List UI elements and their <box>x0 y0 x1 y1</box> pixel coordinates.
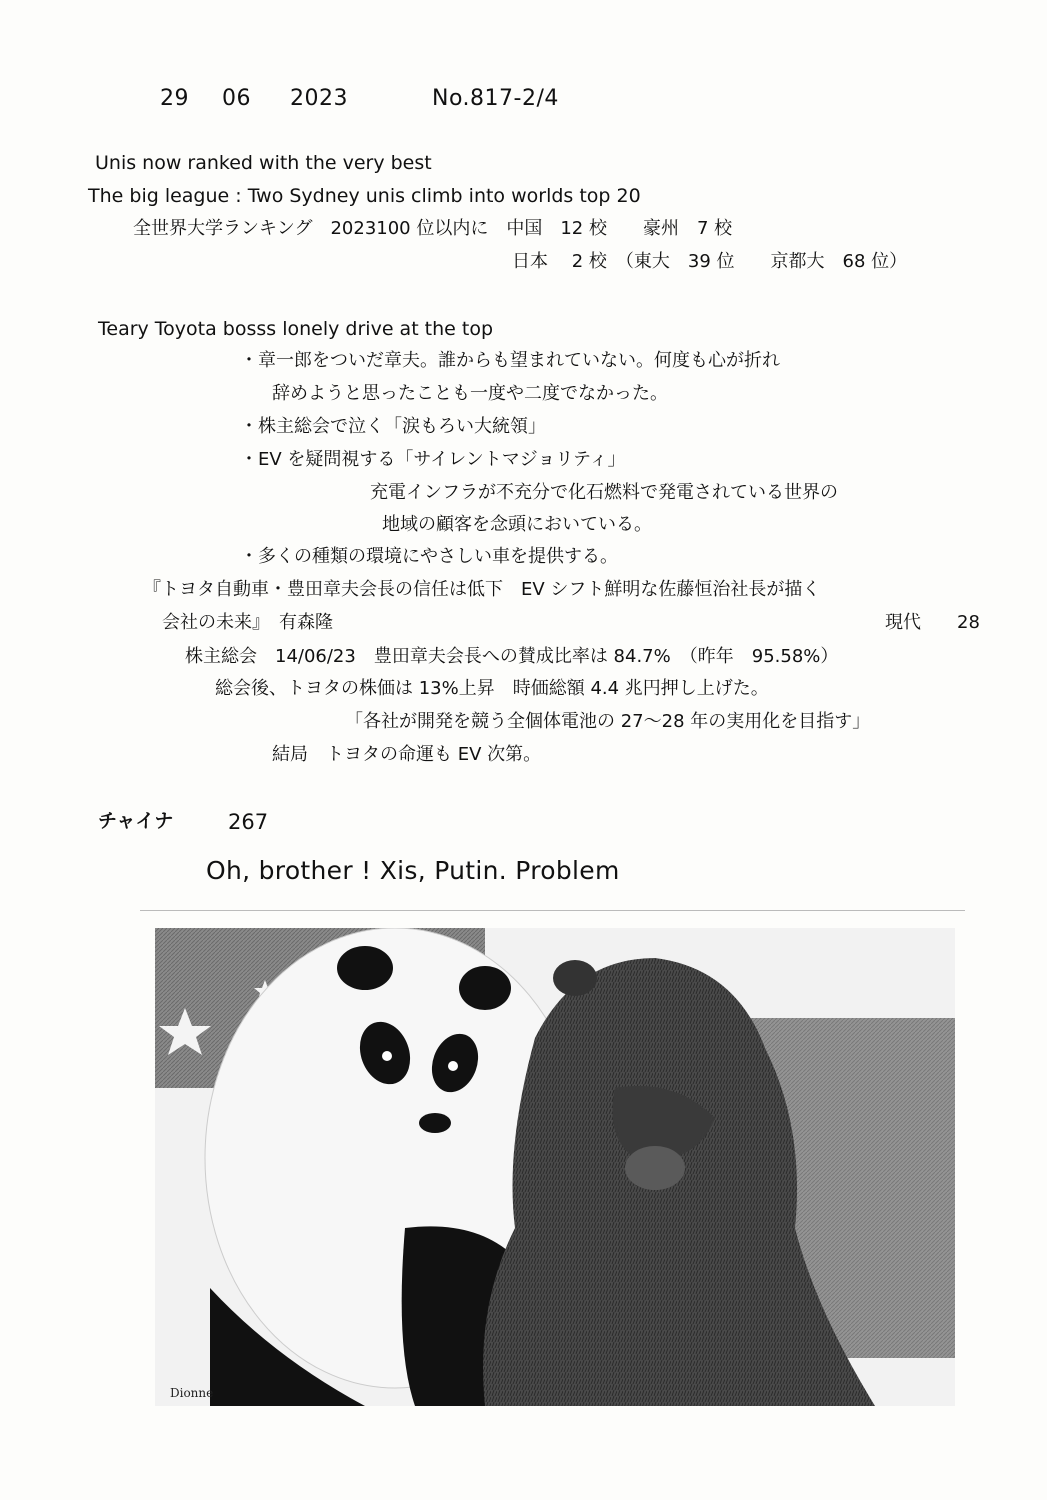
article2-point: ・章一郎をついだ章夫。誰からも望まれていない。何度も心が折れ <box>240 350 780 371</box>
cartoon-credit: Dionne <box>170 1386 214 1400</box>
article2-headline: Teary Toyota bosss lonely drive at the top <box>98 318 494 340</box>
article2-point: ・多くの種類の環境にやさしい車を提供する。 <box>240 546 618 567</box>
article2-source-publication: 現代 28 <box>885 612 980 633</box>
article2-point: 地域の顧客を念頭においている。 <box>382 514 652 535</box>
cartoon-title: Oh, brother ! Xis, Putin. Problem <box>206 856 620 885</box>
date-year: 2023 <box>290 86 348 111</box>
article2-point: 充電インフラが不充分で化石燃料で発電されている世界の <box>370 482 838 503</box>
issue-number: No.817-2/4 <box>432 86 559 111</box>
article1-note-1: 全世界大学ランキング 2023100 位以内に 中国 12 校 豪州 7 校 <box>133 218 733 239</box>
article2-point: ・株主総会で泣く「涙もろい大統領」 <box>240 416 546 437</box>
article1-headline: Unis now ranked with the very best <box>95 152 432 174</box>
cartoon-illustration <box>155 928 955 1406</box>
section-number: 267 <box>228 810 269 834</box>
panda-hugging-bear-cartoon <box>155 928 955 1406</box>
article2-source-title: 『トヨタ自動車・豊田章夫会長の信任は低下 EV シフト鮮明な佐藤恒治社長が描く <box>143 579 821 600</box>
panda-ear <box>337 946 393 990</box>
article2-source-title-cont: 会社の未来』 有森隆 <box>162 612 333 633</box>
article2-point: ・EV を疑問視する「サイレントマジョリティ」 <box>240 449 626 470</box>
article2-fact: 総会後、トヨタの株価は 13%上昇 時価総額 4.4 兆円押し上げた。 <box>215 678 769 699</box>
date-month: 06 <box>222 86 251 111</box>
article2-fact: 結局 トヨタの命運も EV 次第。 <box>272 744 542 765</box>
article1-subhead: The big league : Two Sydney unis climb into worlds top 20 <box>88 185 641 207</box>
article2-point: 辞めようと思ったことも一度や二度でなかった。 <box>272 383 668 404</box>
article1-note-2: 日本 2 校 （東大 39 位 京都大 68 位） <box>512 251 908 272</box>
date-day: 29 <box>160 86 189 111</box>
article2-fact: 「各社が開発を競う全個体電池の 27～28 年の実用化を目指す」 <box>345 711 871 732</box>
section-label: チャイナ <box>98 810 174 832</box>
article2-fact: 株主総会 14/06/23 豊田章夫会長への賛成比率は 84.7% （昨年 95.58%） <box>185 646 839 667</box>
